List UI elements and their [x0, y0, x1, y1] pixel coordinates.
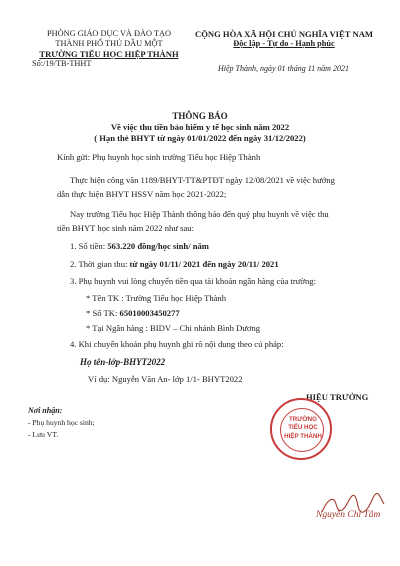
recipient-parents: - Phụ huynh học sinh;	[28, 418, 95, 427]
paragraph-1-line-1: Thực hiện công văn 1189/BHYT-TT&PTĐT ngày 12/08/2021 về việc hướng	[70, 175, 335, 185]
item-amount-value: 563.220 đồng/học sinh/ năm	[107, 241, 209, 251]
item-period-value: từ ngày 01/11/ 2021 đến ngày 20/11/ 2021	[129, 259, 279, 269]
item-bank-transfer: 3. Phụ huynh vui lòng chuyển tiền qua tài khoản ngân hàng của trường:	[70, 276, 316, 286]
national-title: CỘNG HÒA XÃ HỘI CHỦ NGHĨA VIỆT NAM	[194, 29, 374, 39]
issuer-header	[28, 29, 190, 69]
account-number-label: * Số TK:	[86, 308, 120, 318]
paragraph-2-line-2: tiền BHYT học sinh năm 2022 như sau:	[57, 223, 194, 233]
item-period-label: 2. Thời gian thu:	[70, 259, 130, 269]
notice-subject: Về việc thu tiền bảo hiểm y tế học sinh năm 2022	[110, 122, 290, 132]
principal-title: HIỆU TRƯỞNG	[306, 392, 369, 402]
seal-line-2: TIỂU HỌC	[288, 424, 318, 431]
item-collection-period	[70, 259, 279, 270]
recipients-label: Nơi nhận:	[28, 406, 63, 415]
notice-validity: ( Hạn thẻ BHYT từ ngày 01/01/2022 đến ngày 31/12/2022)	[94, 133, 306, 143]
document-number: Số:/19/TB-THHT	[32, 59, 92, 68]
city-name: THÀNH PHỐ THỦ DẦU MỘT	[55, 39, 163, 48]
item-amount	[70, 241, 209, 252]
account-name: * Tên TK : Trường Tiểu học Hiệp Thành	[86, 293, 227, 303]
transfer-example: Ví dụ: Nguyễn Văn An- lớp 1/1- BHYT2022	[88, 374, 243, 384]
department-name: PHÒNG GIÁO DỤC VÀ ĐÀO TẠO	[47, 29, 171, 38]
item-amount-label: 1. Số tiền:	[70, 241, 108, 251]
school-seal	[270, 398, 332, 460]
item-transfer-syntax: 4. Khi chuyển khoản phụ huynh ghi rõ nội dung theo cú pháp:	[70, 339, 284, 349]
account-number-line	[86, 308, 180, 319]
paragraph-1-line-2: dẫn thực hiện BHYT HSSV năm học 2021-2022;	[57, 189, 227, 199]
school-name: TRƯỜNG TIỂU HỌC HIỆP THÀNH	[39, 49, 179, 59]
account-number: 65010003450277	[119, 308, 180, 318]
notice-title: THÔNG BÁO	[172, 111, 228, 121]
document-date: Hiệp Thành, ngày 01 tháng 11 năm 2021	[218, 64, 349, 73]
recipient-archive: - Lưu VT.	[28, 430, 59, 439]
paragraph-2-line-1: Nay trường Tiểu học Hiệp Thành thông báo đến quý phụ huynh về việc thu	[70, 209, 329, 219]
national-header	[184, 29, 384, 49]
transfer-syntax: Họ tên-lớp-BHYT2022	[80, 357, 166, 367]
bank-branch: * Tại Ngân hàng : BIDV – Chi nhánh Bình Dương	[86, 323, 261, 333]
national-motto: Độc lập - Tự do - Hạnh phúc	[233, 39, 335, 48]
signer-name: Nguyễn Chí Tâm	[316, 510, 381, 520]
seal-line-1: TRƯỜNG	[289, 416, 317, 423]
addressee: Kính gửi: Phụ huynh học sinh trường Tiểu học Hiệp Thành	[57, 152, 261, 162]
seal-line-3: HIỆP THÀNH	[284, 433, 322, 440]
